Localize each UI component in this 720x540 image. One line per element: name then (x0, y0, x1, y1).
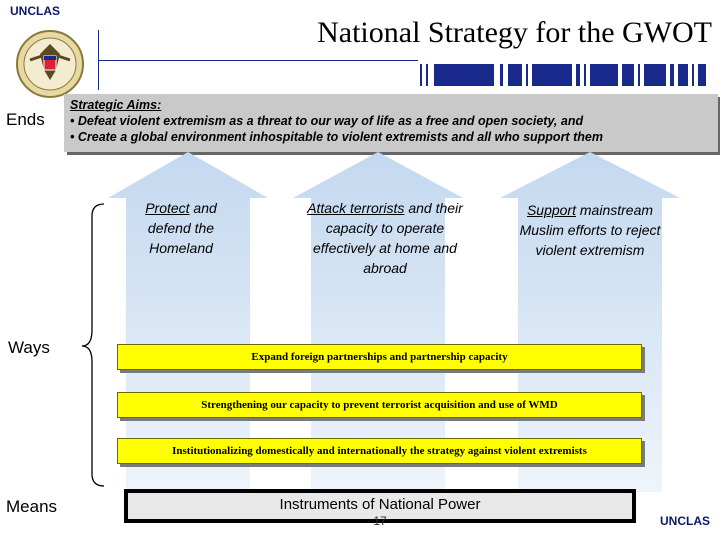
ways-box-institutionalizing: Institutionalizing domestically and internationally the strategy against violent extremists (117, 438, 642, 464)
means-label: Means (6, 497, 58, 516)
strategic-aim-1: • Defeat violent extremism as a threat to our way of life as a free and open society, and (70, 114, 584, 128)
classification-top: UNCLAS (10, 4, 60, 18)
page-number: 17 (373, 514, 387, 528)
arrow-support-rest: mainstream Muslim efforts to reject violent extremism (519, 202, 661, 258)
arrow-attack-lead: Attack terrorists (307, 200, 405, 216)
ways-label: Ways (8, 338, 50, 357)
header-horizontal-rule (98, 60, 418, 61)
ways-box-partnerships: Expand foreign partnerships and partnership capacity (117, 344, 642, 370)
ends-label: Ends (6, 110, 45, 129)
arrow-attack-text (300, 198, 470, 278)
slide-title: National Strategy for the GWOT (317, 16, 712, 49)
strategic-aim-2: • Create a global environment inhospitable to violent extremists and all who support them (70, 130, 603, 144)
strategic-aims-heading: Strategic Aims: (70, 98, 162, 112)
arrow-protect-lead: Protect (145, 200, 190, 216)
arrow-attack-rest: and their capacity to operate effectively at home and abroad (313, 200, 463, 276)
arrow-protect-rest: and defend the Homeland (147, 200, 217, 256)
arrow-protect-text (126, 198, 236, 258)
dod-seal-icon (16, 30, 84, 98)
means-box: Instruments of National Power (124, 489, 636, 523)
strategic-aims-box (64, 94, 718, 152)
ways-bracket (78, 200, 108, 490)
classification-bottom: UNCLAS (660, 514, 710, 528)
header-decor-bars (420, 64, 710, 86)
arrow-support-lead: Support (526, 202, 576, 218)
arrow-support-text (510, 200, 670, 260)
ways-box-wmd: Strengthening our capacity to prevent terrorist acquisition and use of WMD (117, 392, 642, 418)
